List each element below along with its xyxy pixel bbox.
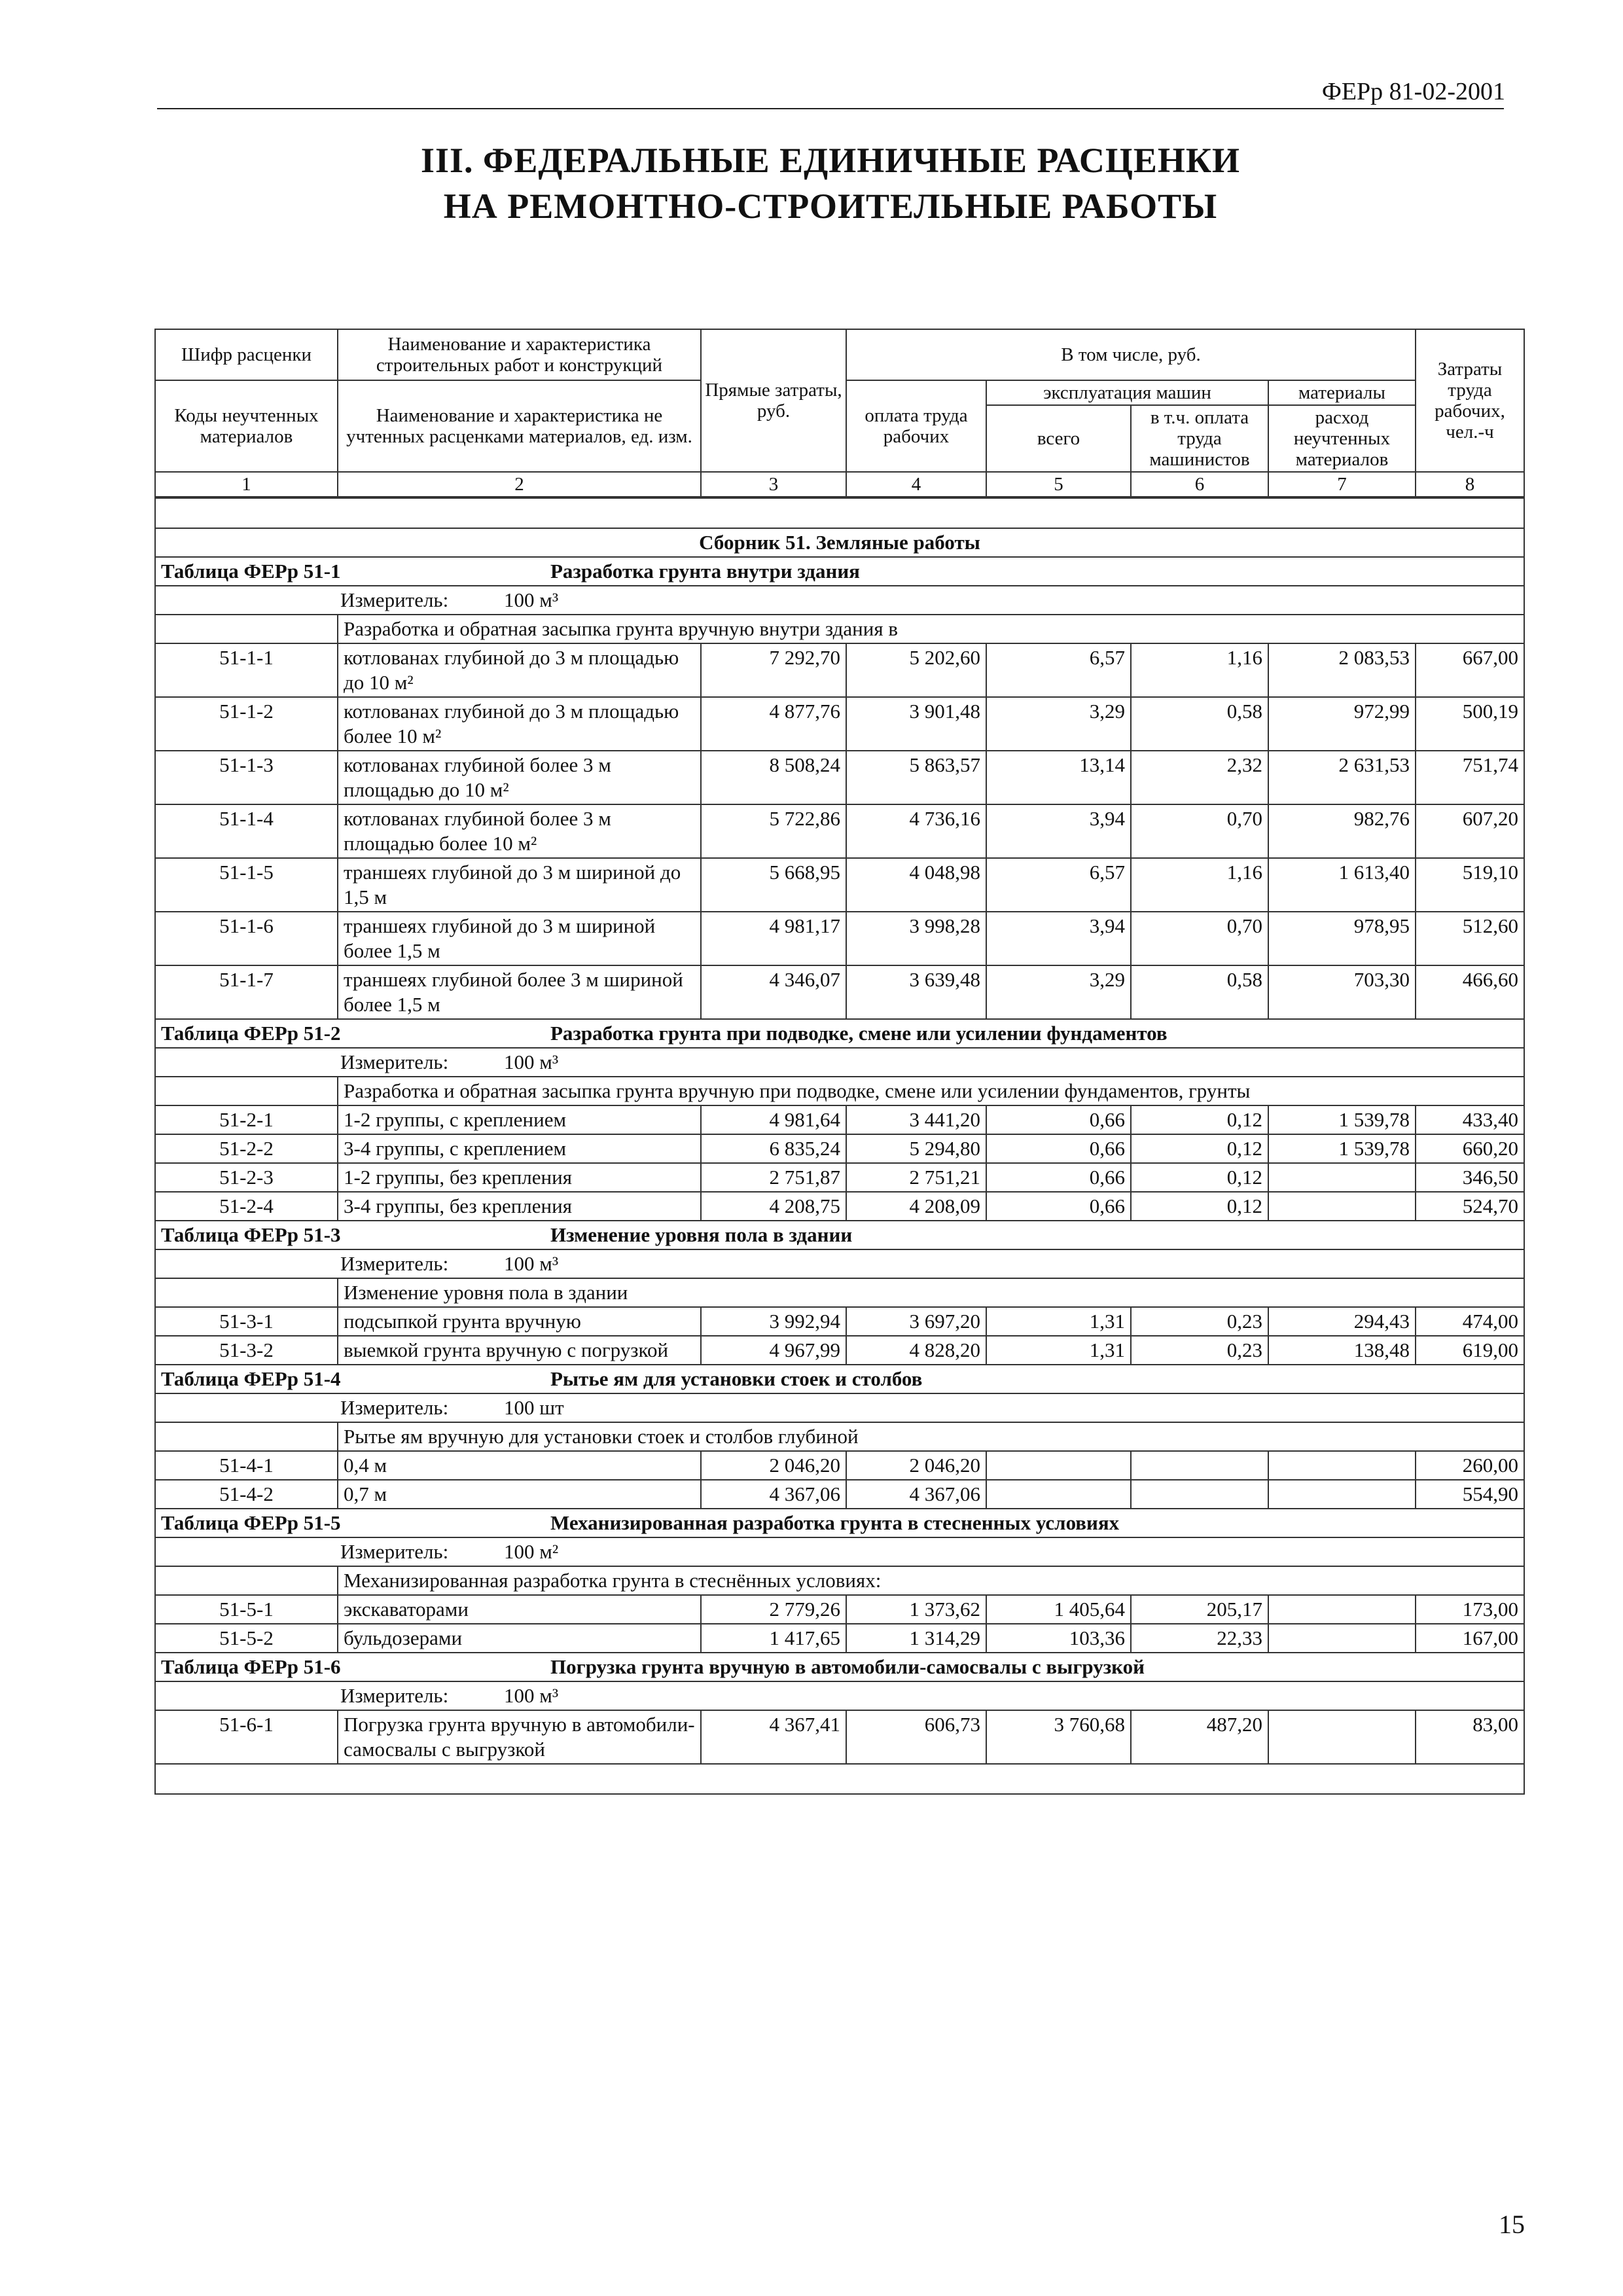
wages: 3 441,20 (846, 1105, 986, 1134)
col-header-wages: оплата труда рабочих (846, 380, 986, 472)
wages: 4 828,20 (846, 1336, 986, 1365)
meter-value: 100 м³ (504, 1252, 559, 1275)
direct-costs: 4 208,75 (701, 1192, 846, 1221)
table-id: Таблица ФЕРр 51-2 (161, 1022, 341, 1045)
table-row (155, 858, 1524, 912)
machines-total: 6,57 (986, 858, 1131, 912)
table-row (155, 1105, 1524, 1134)
rate-name: экскаваторами (338, 1595, 701, 1624)
machines-total: 1,31 (986, 1336, 1131, 1365)
group-heading: Рытье ям вручную для установки стоек и столбов глубиной (338, 1422, 1524, 1451)
rate-name: 3-4 группы, без крепления (338, 1192, 701, 1221)
meter-label: Измеритель: (340, 1252, 449, 1275)
rate-code: 51-4-2 (155, 1480, 338, 1509)
materials-cost: 703,30 (1268, 965, 1416, 1019)
table-row (155, 1307, 1524, 1336)
wages: 5 202,60 (846, 643, 986, 697)
machinist-wages: 487,20 (1131, 1710, 1268, 1764)
labor-hours: 751,74 (1416, 751, 1524, 804)
rate-code: 51-1-4 (155, 804, 338, 858)
table-id: Таблица ФЕРр 51-5 (161, 1511, 341, 1534)
spacer-row (155, 498, 1524, 528)
materials-cost: 972,99 (1268, 697, 1416, 751)
wages: 3 998,28 (846, 912, 986, 965)
labor-hours: 260,00 (1416, 1451, 1524, 1480)
machinist-wages: 205,17 (1131, 1595, 1268, 1624)
labor-hours: 346,50 (1416, 1163, 1524, 1192)
materials-cost (1268, 1163, 1416, 1192)
meter-row (155, 1681, 1524, 1710)
rate-code: 51-1-5 (155, 858, 338, 912)
machinist-wages: 0,23 (1131, 1307, 1268, 1336)
col-number: 1 (155, 472, 338, 497)
group-code-cell (155, 615, 338, 643)
rate-code: 51-1-3 (155, 751, 338, 804)
meter-value: 100 м³ (504, 1050, 559, 1073)
table-row (155, 751, 1524, 804)
rate-name: Погрузка грунта вручную в автомобили-самосвалы с выгрузкой (338, 1710, 701, 1764)
rate-code: 51-4-1 (155, 1451, 338, 1480)
col-number: 6 (1131, 472, 1268, 497)
table-name: Разработка грунта внутри здания (550, 560, 860, 583)
meter-label: Измеритель: (340, 588, 449, 611)
table-row (155, 1710, 1524, 1764)
machines-total: 6,57 (986, 643, 1131, 697)
table-end-row (155, 1764, 1524, 1794)
labor-hours: 466,60 (1416, 965, 1524, 1019)
meter-value: 100 м³ (504, 588, 559, 611)
col-header-direct-costs: Прямые затраты, руб. (701, 329, 846, 472)
machines-total: 3,94 (986, 912, 1131, 965)
materials-cost (1268, 1451, 1416, 1480)
machines-total: 13,14 (986, 751, 1131, 804)
rate-code: 51-2-3 (155, 1163, 338, 1192)
direct-costs: 2 779,26 (701, 1595, 846, 1624)
group-heading: Разработка и обратная засыпка грунта вручную при подводке, смене или усилении фундаментов, грунты (338, 1077, 1524, 1105)
meter-label: Измеритель: (340, 1396, 449, 1419)
machinist-wages: 2,32 (1131, 751, 1268, 804)
rate-code: 51-5-2 (155, 1624, 338, 1653)
table-id: Таблица ФЕРр 51-4 (161, 1367, 341, 1390)
col-number: 4 (846, 472, 986, 497)
rate-code: 51-6-1 (155, 1710, 338, 1764)
labor-hours: 619,00 (1416, 1336, 1524, 1365)
rate-name: траншеях глубиной до 3 м шириной до 1,5 м (338, 858, 701, 912)
col-header-including: В том числе, руб. (846, 329, 1416, 380)
materials-cost: 978,95 (1268, 912, 1416, 965)
labor-hours: 500,19 (1416, 697, 1524, 751)
labor-hours: 607,20 (1416, 804, 1524, 858)
table-title (155, 1653, 1524, 1681)
col-header-machines-total: всего (986, 405, 1131, 472)
machines-total (986, 1480, 1131, 1509)
wages: 606,73 (846, 1710, 986, 1764)
wages: 4 208,09 (846, 1192, 986, 1221)
machinist-wages: 0,23 (1131, 1336, 1268, 1365)
labor-hours: 433,40 (1416, 1105, 1524, 1134)
meter-row (155, 586, 1524, 615)
rates-table (154, 497, 1525, 1795)
machines-total: 0,66 (986, 1192, 1131, 1221)
wages: 5 294,80 (846, 1134, 986, 1163)
direct-costs: 3 992,94 (701, 1307, 846, 1336)
group-heading: Изменение уровня пола в здании (338, 1278, 1524, 1307)
materials-cost: 138,48 (1268, 1336, 1416, 1365)
table-row (155, 1595, 1524, 1624)
table-id: Таблица ФЕРр 51-1 (161, 560, 341, 583)
col-header-materials: материалы (1268, 380, 1416, 405)
rate-name: бульдозерами (338, 1624, 701, 1653)
col-header-machines: эксплуатация машин (986, 380, 1268, 405)
direct-costs: 5 722,86 (701, 804, 846, 858)
table-title (155, 1019, 1524, 1048)
materials-cost (1268, 1480, 1416, 1509)
rate-name: траншеях глубиной более 3 м шириной более 1,5 м (338, 965, 701, 1019)
rate-name: котлованах глубиной более 3 м площадью до 10 м² (338, 751, 701, 804)
rate-code: 51-1-2 (155, 697, 338, 751)
machinist-wages (1131, 1451, 1268, 1480)
machinist-wages: 0,58 (1131, 697, 1268, 751)
rate-code: 51-2-2 (155, 1134, 338, 1163)
col-header-material-names: Наименование и характеристика не учтенных расценками материалов, ед. изм. (338, 380, 701, 472)
col-header-name: Наименование и характеристика строительных работ и конструкций (338, 329, 701, 380)
table-id: Таблица ФЕРр 51-3 (161, 1223, 341, 1246)
wages: 3 639,48 (846, 965, 986, 1019)
meter-value: 100 м² (504, 1540, 559, 1563)
group-code-cell (155, 1278, 338, 1307)
wages: 1 314,29 (846, 1624, 986, 1653)
machines-total: 3,29 (986, 965, 1131, 1019)
collection-title: Сборник 51. Земляные работы (155, 528, 1524, 557)
direct-costs: 4 367,41 (701, 1710, 846, 1764)
group-heading: Механизированная разработка грунта в стеснённых условиях: (338, 1566, 1524, 1595)
group-code-cell (155, 1077, 338, 1105)
table-title (155, 1365, 1524, 1393)
materials-cost: 2 631,53 (1268, 751, 1416, 804)
materials-cost (1268, 1710, 1416, 1764)
table-row (155, 1480, 1524, 1509)
direct-costs: 1 417,65 (701, 1624, 846, 1653)
rate-name: 3-4 группы, с креплением (338, 1134, 701, 1163)
rate-code: 51-3-2 (155, 1336, 338, 1365)
table-row (155, 912, 1524, 965)
table-title (155, 1509, 1524, 1537)
rate-code: 51-1-6 (155, 912, 338, 965)
document-code: ФЕРр 81-02-2001 (1321, 78, 1505, 105)
rate-code: 51-1-1 (155, 643, 338, 697)
wages: 3 901,48 (846, 697, 986, 751)
rates-table-wrapper (154, 329, 1524, 1795)
header-rule (157, 108, 1504, 109)
machinist-wages: 1,16 (1131, 858, 1268, 912)
machinist-wages: 1,16 (1131, 643, 1268, 697)
page-title (157, 137, 1504, 229)
machines-total: 0,66 (986, 1163, 1131, 1192)
wages: 1 373,62 (846, 1595, 986, 1624)
table-row (155, 804, 1524, 858)
col-header-machinist-wages: в т.ч. оплата труда машинистов (1131, 405, 1268, 472)
machines-total: 0,66 (986, 1134, 1131, 1163)
table-title (155, 557, 1524, 586)
labor-hours: 554,90 (1416, 1480, 1524, 1509)
col-number: 8 (1416, 472, 1524, 497)
machines-total: 1 405,64 (986, 1595, 1131, 1624)
table-id: Таблица ФЕРр 51-6 (161, 1655, 341, 1678)
table-name: Разработка грунта при подводке, смене или усилении фундаментов (550, 1022, 1168, 1045)
machines-total: 1,31 (986, 1307, 1131, 1336)
machines-total: 3,29 (986, 697, 1131, 751)
table-row (155, 1134, 1524, 1163)
machinist-wages: 0,70 (1131, 912, 1268, 965)
meter-row (155, 1393, 1524, 1422)
machines-total: 3 760,68 (986, 1710, 1131, 1764)
rate-code: 51-2-1 (155, 1105, 338, 1134)
labor-hours: 519,10 (1416, 858, 1524, 912)
rate-name: котлованах глубиной более 3 м площадью более 10 м² (338, 804, 701, 858)
materials-cost: 1 613,40 (1268, 858, 1416, 912)
rate-name: траншеях глубиной до 3 м шириной более 1,5 м (338, 912, 701, 965)
machinist-wages: 0,12 (1131, 1134, 1268, 1163)
machinist-wages: 22,33 (1131, 1624, 1268, 1653)
col-number: 5 (986, 472, 1131, 497)
col-header-labor: Затраты труда рабочих, чел.-ч (1416, 329, 1524, 472)
col-number: 2 (338, 472, 701, 497)
direct-costs: 4 877,76 (701, 697, 846, 751)
rate-code: 51-3-1 (155, 1307, 338, 1336)
direct-costs: 5 668,95 (701, 858, 846, 912)
machines-total: 3,94 (986, 804, 1131, 858)
table-name: Погрузка грунта вручную в автомобили-самосвалы с выгрузкой (550, 1655, 1145, 1678)
labor-hours: 660,20 (1416, 1134, 1524, 1163)
table-row (155, 1192, 1524, 1221)
machinist-wages (1131, 1480, 1268, 1509)
direct-costs: 4 367,06 (701, 1480, 846, 1509)
group-code-cell (155, 1422, 338, 1451)
machinist-wages: 0,12 (1131, 1163, 1268, 1192)
rate-code: 51-5-1 (155, 1595, 338, 1624)
wages: 2 046,20 (846, 1451, 986, 1480)
direct-costs: 4 981,17 (701, 912, 846, 965)
title-line-2: НА РЕМОНТНО-СТРОИТЕЛЬНЫЕ РАБОТЫ (443, 187, 1218, 226)
meter-value: 100 м³ (504, 1684, 559, 1707)
rate-name: котлованах глубиной до 3 м площадью до 10 м² (338, 643, 701, 697)
meter-value: 100 шт (504, 1396, 564, 1419)
materials-cost: 294,43 (1268, 1307, 1416, 1336)
machines-total: 103,36 (986, 1624, 1131, 1653)
materials-cost: 2 083,53 (1268, 643, 1416, 697)
machinist-wages: 0,12 (1131, 1192, 1268, 1221)
column-header-table (154, 329, 1525, 497)
rate-name: 0,4 м (338, 1451, 701, 1480)
title-line-1: III. ФЕДЕРАЛЬНЫЕ ЕДИНИЧНЫЕ РАСЦЕНКИ (420, 141, 1241, 180)
col-number: 3 (701, 472, 846, 497)
rate-name: 0,7 м (338, 1480, 701, 1509)
materials-cost (1268, 1624, 1416, 1653)
wages: 2 751,21 (846, 1163, 986, 1192)
direct-costs: 2 046,20 (701, 1451, 846, 1480)
meter-label: Измеритель: (340, 1684, 449, 1707)
page-number: 15 (1499, 2210, 1525, 2239)
group-heading: Разработка и обратная засыпка грунта вручную внутри здания в (338, 615, 1524, 643)
col-header-material-codes: Коды неучтенных материалов (155, 380, 338, 472)
table-row (155, 1163, 1524, 1192)
machinist-wages: 0,12 (1131, 1105, 1268, 1134)
rate-code: 51-2-4 (155, 1192, 338, 1221)
table-row (155, 697, 1524, 751)
rate-name: котлованах глубиной до 3 м площадью более 10 м² (338, 697, 701, 751)
machinist-wages: 0,70 (1131, 804, 1268, 858)
rate-code: 51-1-7 (155, 965, 338, 1019)
machinist-wages: 0,58 (1131, 965, 1268, 1019)
direct-costs: 4 967,99 (701, 1336, 846, 1365)
machines-total (986, 1451, 1131, 1480)
table-row (155, 965, 1524, 1019)
table-row (155, 1336, 1524, 1365)
table-name: Механизированная разработка грунта в стесненных условиях (550, 1511, 1120, 1534)
labor-hours: 167,00 (1416, 1624, 1524, 1653)
direct-costs: 4 981,64 (701, 1105, 846, 1134)
wages: 4 736,16 (846, 804, 986, 858)
table-name: Рытье ям для установки стоек и столбов (550, 1367, 923, 1390)
meter-row (155, 1249, 1524, 1278)
meter-row (155, 1537, 1524, 1566)
labor-hours: 474,00 (1416, 1307, 1524, 1336)
table-row (155, 1624, 1524, 1653)
meter-label: Измеритель: (340, 1050, 449, 1073)
wages: 5 863,57 (846, 751, 986, 804)
wages: 4 048,98 (846, 858, 986, 912)
labor-hours: 667,00 (1416, 643, 1524, 697)
materials-cost (1268, 1192, 1416, 1221)
wages: 3 697,20 (846, 1307, 986, 1336)
machines-total: 0,66 (986, 1105, 1131, 1134)
materials-cost: 1 539,78 (1268, 1134, 1416, 1163)
direct-costs: 8 508,24 (701, 751, 846, 804)
col-header-code: Шифр расценки (155, 329, 338, 380)
table-title (155, 1221, 1524, 1249)
direct-costs: 4 346,07 (701, 965, 846, 1019)
wages: 4 367,06 (846, 1480, 986, 1509)
labor-hours: 173,00 (1416, 1595, 1524, 1624)
materials-cost: 1 539,78 (1268, 1105, 1416, 1134)
materials-cost: 982,76 (1268, 804, 1416, 858)
rate-name: 1-2 группы, без крепления (338, 1163, 701, 1192)
table-name: Изменение уровня пола в здании (550, 1223, 853, 1246)
group-code-cell (155, 1566, 338, 1595)
labor-hours: 524,70 (1416, 1192, 1524, 1221)
direct-costs: 6 835,24 (701, 1134, 846, 1163)
rate-name: 1-2 группы, с креплением (338, 1105, 701, 1134)
labor-hours: 83,00 (1416, 1710, 1524, 1764)
rate-name: подсыпкой грунта вручную (338, 1307, 701, 1336)
direct-costs: 2 751,87 (701, 1163, 846, 1192)
meter-row (155, 1048, 1524, 1077)
table-row (155, 1451, 1524, 1480)
meter-label: Измеритель: (340, 1540, 449, 1563)
col-header-unaccounted-materials: расход неучтенных материалов (1268, 405, 1416, 472)
direct-costs: 7 292,70 (701, 643, 846, 697)
materials-cost (1268, 1595, 1416, 1624)
rate-name: выемкой грунта вручную с погрузкой (338, 1336, 701, 1365)
col-number: 7 (1268, 472, 1416, 497)
table-row (155, 643, 1524, 697)
labor-hours: 512,60 (1416, 912, 1524, 965)
